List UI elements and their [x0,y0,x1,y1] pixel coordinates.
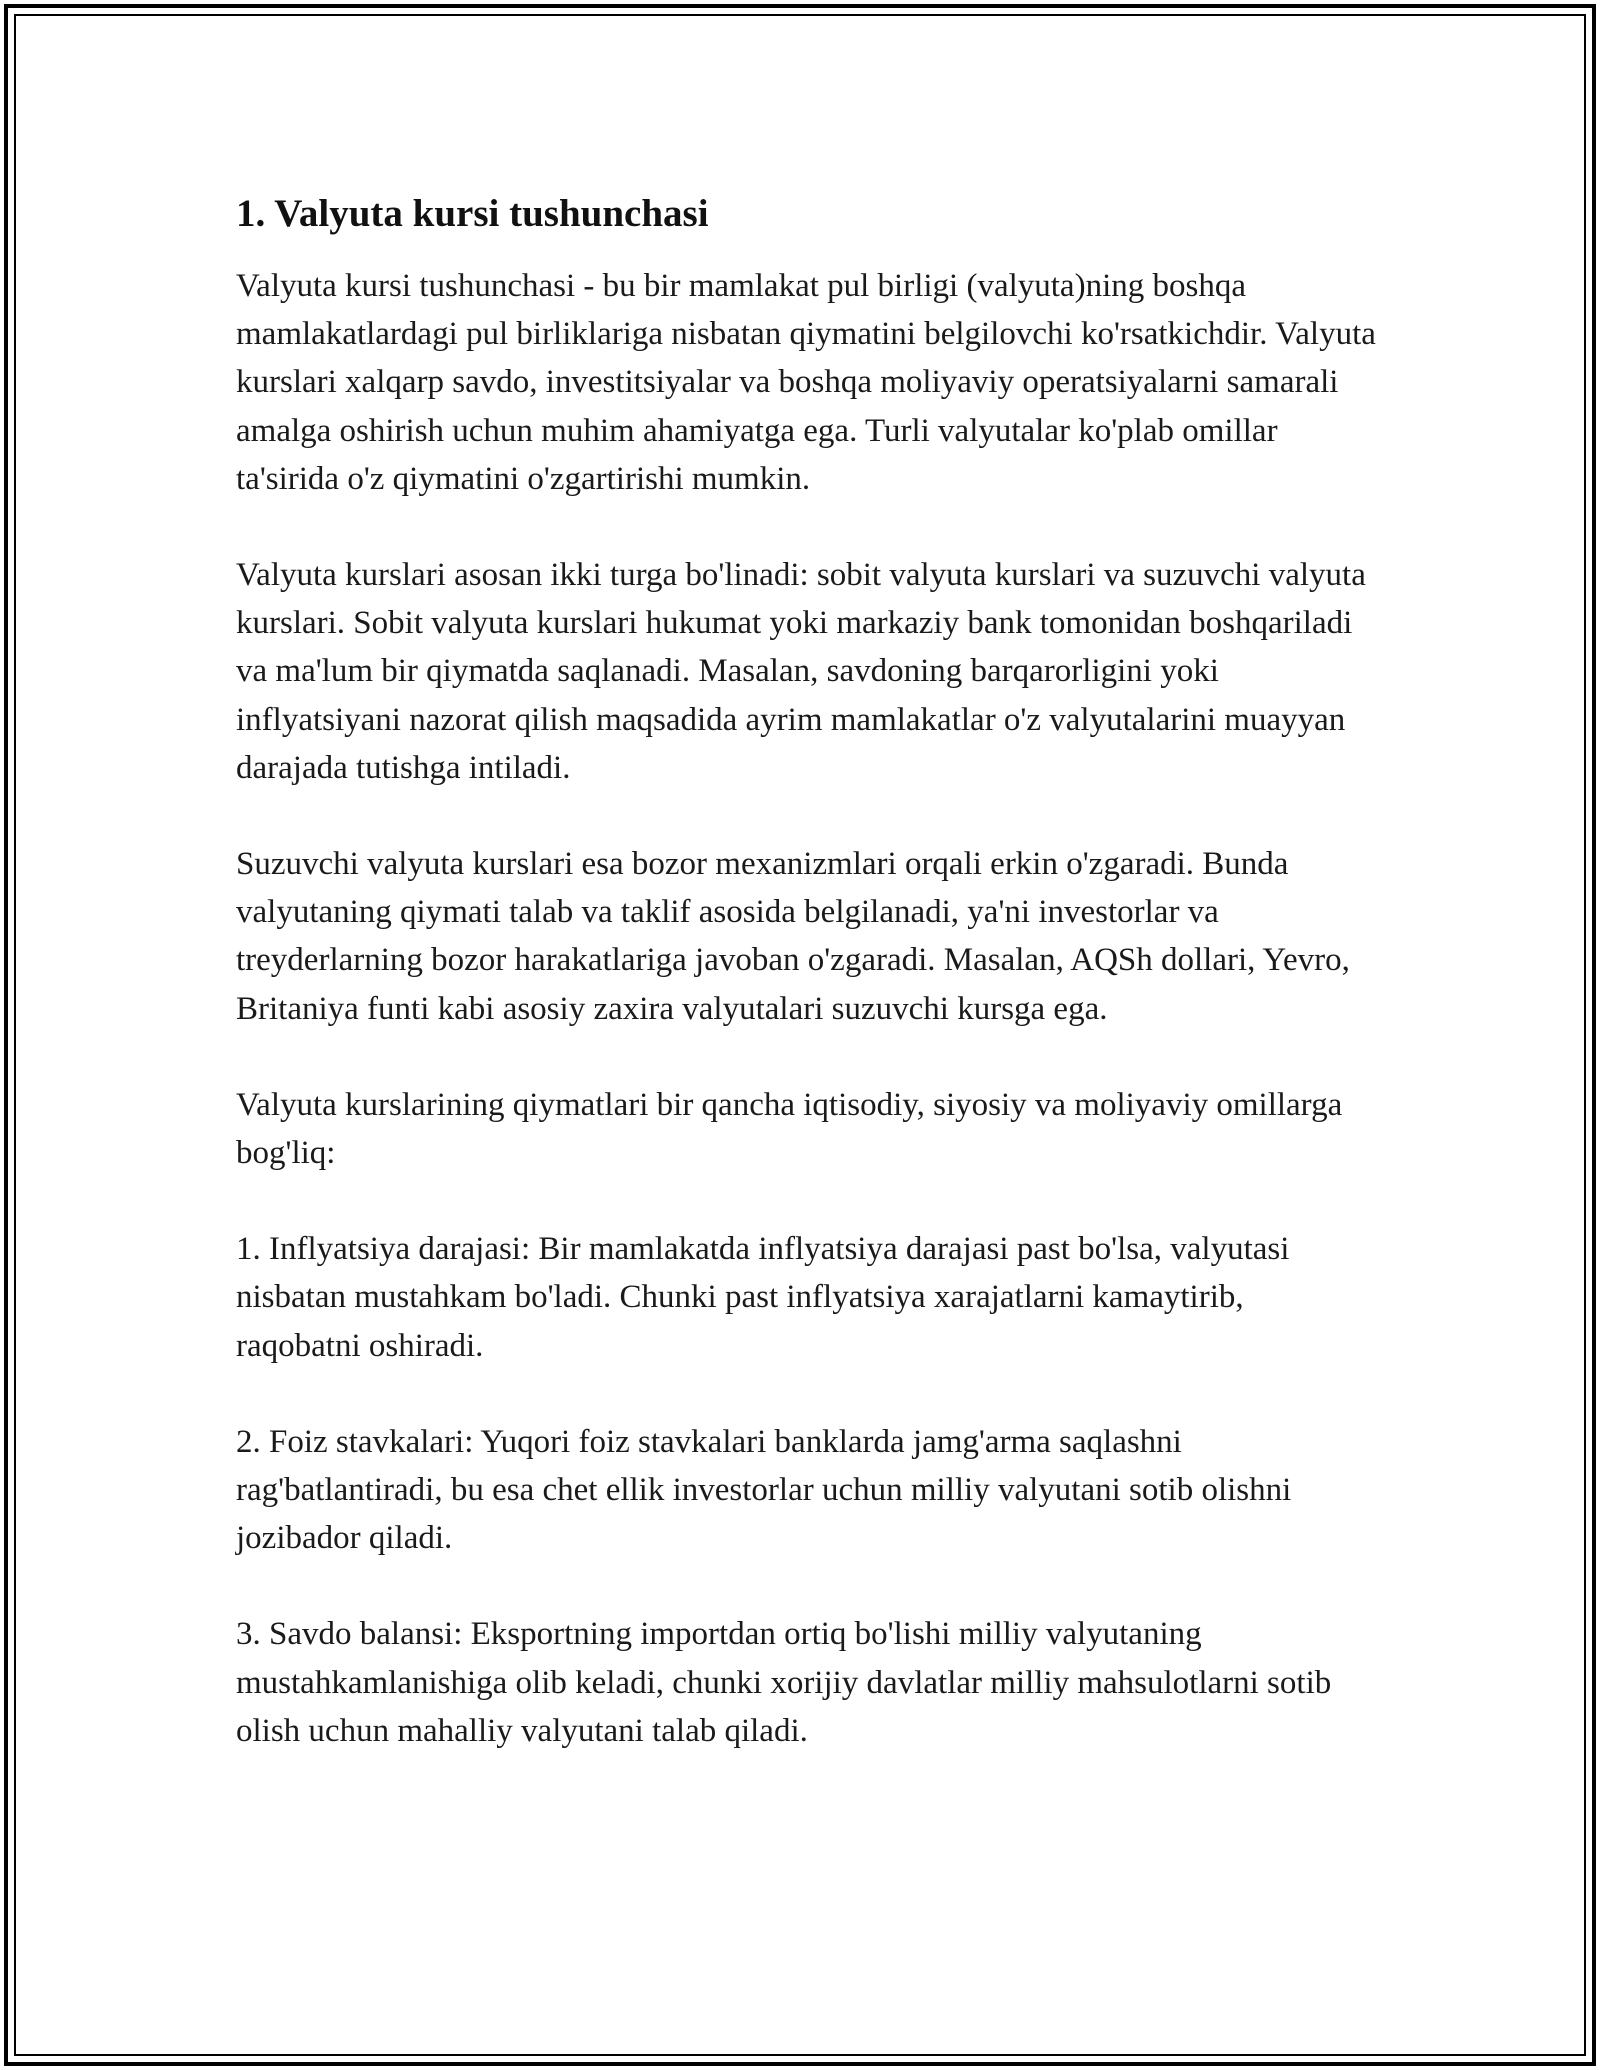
list-item-inflation: 1. Inflyatsiya darajasi: Bir mamlakatda inflyatsiya darajasi past bo'lsa, valyutasi nisbatan mustahkam bo'ladi. Chunki past inflyatsiya xarajatlarni kamaytirib, raqobatni oshiradi. [236,1231,1290,1364]
section-heading: 1. Valyuta kursi tushunchasi [236,192,709,235]
list-item-interest-rates: 2. Foiz stavkalari: Yuqori foiz stavkalari banklarda jamg'arma saqlashni rag'batlantiradi, bu esa chet ellik investorlar uchun milliy valyutani sotib olishni jozibador qiladi. [236,1423,1292,1557]
paragraph-fixed-rates: Valyuta kurslari asosan ikki turga bo'linadi: sobit valyuta kurslari va suzuvchi valyuta kurslari. Sobit valyuta kurslari hukumat yoki markaziy bank tomonidan boshqariladi va ma'lum bir qiymatda saqlanadi. Masalan, savdoning barqarorligini yoki inflyatsiyani nazorat qilish maqsadida ayrim mamlakatlar o'z valyutalarini muayyan darajada tutishga intiladi. [236,557,1366,786]
paragraph-floating-rates: Suzuvchi valyuta kurslari esa bozor mexanizmlari orqali erkin o'zgaradi. Bunda valyutaning qiymati talab va taklif asosida belgilanadi, ya'ni investorlar va treyderlarning bozor harakatlariga javoban o'zgaradi. Masalan, AQSh dollari, Yevro, Britaniya funti kabi asosiy zaxira valyutalari suzuvchi kursga ega. [236,846,1350,1027]
list-item-trade-balance: 3. Savdo balansi: Eksportning importdan ortiq bo'lishi milliy valyutaning mustahkamlanishiga olib keladi, chunki xorijiy davlatlar milliy mahsulotlarni sotib olish uchun mahalliy valyutani talab qiladi. [236,1616,1332,1749]
document-body [236,186,1376,1803]
paragraph-definition: Valyuta kursi tushunchasi - bu bir mamlakat pul birligi (valyuta)ning boshqa mamlakatlardagi pul birliklariga nisbatan qiymatini belgilovchi ko'rsatkichdir. Valyuta kurslari xalqarp savdo, investitsiyalar va boshqa moliyaviy operatsiyalarni samarali amalga oshirish uchun muhim ahamiyatga ega. Turli valyutalar ko'plab omillar ta'sirida o'z qiymatini o'zgartirishi mumkin. [236,268,1376,497]
paragraph-factors-intro: Valyuta kurslarining qiymatlari bir qancha iqtisodiy, siyosiy va moliyaviy omillarga bog'liq: [236,1086,1343,1172]
